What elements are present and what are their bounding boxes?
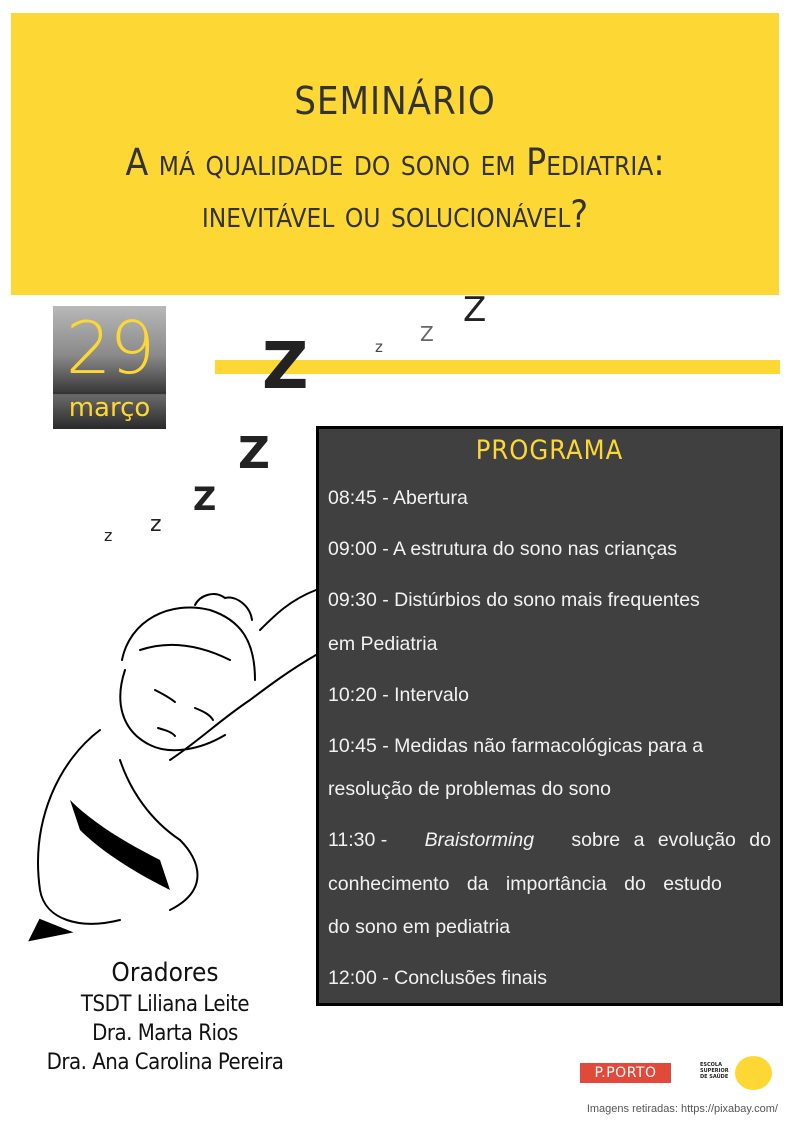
- ess-logo-text: [700, 1062, 729, 1080]
- ess-line: DE SAÚDE: [700, 1074, 729, 1080]
- ess-line: SUPERIOR: [700, 1068, 729, 1074]
- sleeping-baby-illustration: [0, 560, 320, 960]
- program-item: 09:00 - A estrutura do sono nas crianças: [328, 538, 678, 560]
- seminar-title-line1: A má qualidade do sono em Pediatria:: [125, 141, 665, 184]
- ess-logo-icon: [735, 1056, 772, 1090]
- ess-line: ESCOLA: [700, 1062, 722, 1068]
- date-badge: [53, 306, 166, 429]
- program-item: 09:30 - Distúrbios do sono mais frequentes: [328, 589, 700, 611]
- program-item: 10:45 - Medidas não farmacológicas para a: [328, 735, 704, 757]
- sleep-z-icon: Z: [463, 290, 487, 330]
- program-title: PROGRAMA: [475, 435, 624, 466]
- program-panel: [316, 426, 783, 1006]
- sleep-z-icon: Z: [262, 330, 309, 404]
- program-emphasis: Braistorming: [424, 829, 535, 851]
- pporto-logo: P.PORTO: [580, 1063, 671, 1083]
- sleep-z-icon: Z: [238, 428, 270, 479]
- program-item: 10:20 - Intervalo: [328, 684, 469, 706]
- sleep-z-icon: Z: [420, 322, 434, 346]
- speaker-name: Dra. Marta Rios: [92, 1021, 238, 1046]
- program-item-cont: resolução de problemas do sono: [328, 778, 611, 800]
- program-item-cont: em Pediatria: [328, 633, 438, 655]
- sleep-z-icon: Z: [193, 480, 217, 518]
- image-credit: Imagens retiradas: https://pixabay.com/: [586, 1103, 778, 1115]
- date-month: março: [68, 393, 151, 423]
- speakers-block: [20, 956, 310, 1077]
- title-banner: [11, 13, 779, 295]
- program-text: sobre a evolução do: [571, 829, 771, 851]
- seminar-label: SEMINÁRIO: [294, 79, 496, 123]
- program-time: 11:30 -: [328, 829, 388, 851]
- program-item: 08:45 - Abertura: [328, 487, 468, 509]
- speaker-name: Dra. Ana Carolina Pereira: [46, 1050, 284, 1075]
- sleep-z-icon: z: [150, 512, 162, 537]
- date-day: 29: [65, 306, 154, 390]
- seminar-title-line2: inevitável ou solucionável?: [201, 193, 589, 236]
- speaker-name: TSDT Liliana Leite: [80, 992, 250, 1017]
- program-item: 12:00 - Conclusões finais: [328, 967, 547, 989]
- program-item-cont: conhecimento da importância do estudo: [328, 873, 722, 895]
- sleep-z-icon: z: [104, 526, 113, 545]
- speakers-title: Oradores: [111, 958, 219, 988]
- program-item-cont: do sono em pediatria: [328, 916, 511, 938]
- program-item: [328, 829, 771, 852]
- sleep-z-icon: z: [375, 338, 383, 356]
